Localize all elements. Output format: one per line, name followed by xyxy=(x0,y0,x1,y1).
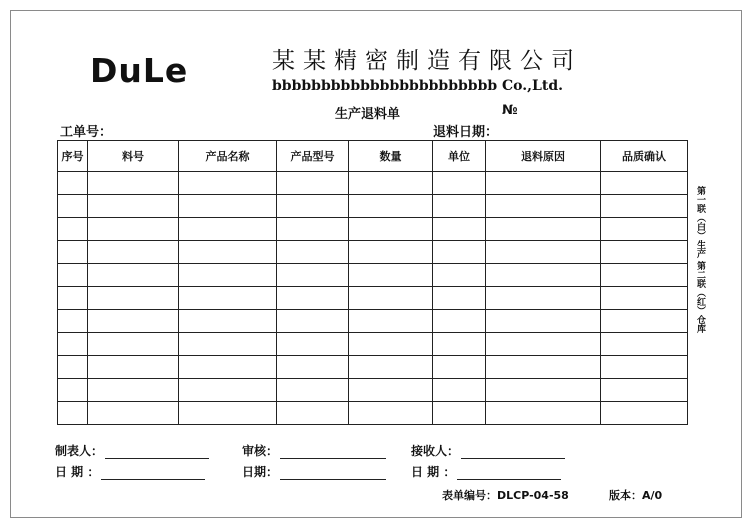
reviewer-signature-line[interactable] xyxy=(280,446,386,459)
table-cell[interactable] xyxy=(486,379,601,402)
table-cell[interactable] xyxy=(349,356,433,379)
table-cell[interactable] xyxy=(58,218,88,241)
receiver-date-line[interactable] xyxy=(457,467,561,480)
table-cell[interactable] xyxy=(58,172,88,195)
table-cell[interactable] xyxy=(179,218,277,241)
table-cell[interactable] xyxy=(601,379,688,402)
table-cell[interactable] xyxy=(349,241,433,264)
table-cell[interactable] xyxy=(433,172,486,195)
table-row xyxy=(58,264,688,287)
table-row xyxy=(58,218,688,241)
column-header: 产品名称 xyxy=(179,141,277,172)
receiver-label: 接收人： xyxy=(411,444,460,458)
table-cell[interactable] xyxy=(433,379,486,402)
table-cell[interactable] xyxy=(349,333,433,356)
table-cell[interactable] xyxy=(486,402,601,425)
table-cell[interactable] xyxy=(433,241,486,264)
table-cell[interactable] xyxy=(179,264,277,287)
table-row xyxy=(58,310,688,333)
table-cell[interactable] xyxy=(58,287,88,310)
table-cell[interactable] xyxy=(486,287,601,310)
table-cell[interactable] xyxy=(486,264,601,287)
table-cell[interactable] xyxy=(58,333,88,356)
table-cell[interactable] xyxy=(486,356,601,379)
table-cell[interactable] xyxy=(433,333,486,356)
table-cell[interactable] xyxy=(349,218,433,241)
table-cell[interactable] xyxy=(601,218,688,241)
table-header-row xyxy=(58,141,688,172)
table-cell[interactable] xyxy=(601,287,688,310)
table-cell[interactable] xyxy=(349,264,433,287)
column-header: 单位 xyxy=(433,141,486,172)
table-cell[interactable] xyxy=(58,379,88,402)
reviewer-date-label: 日期： xyxy=(242,465,279,479)
table-cell[interactable] xyxy=(88,333,179,356)
table-cell[interactable] xyxy=(601,172,688,195)
table-cell[interactable] xyxy=(58,402,88,425)
table-row xyxy=(58,287,688,310)
return-items-table xyxy=(57,140,688,425)
table-row xyxy=(58,402,688,425)
table-cell[interactable] xyxy=(58,310,88,333)
table-cell[interactable] xyxy=(58,356,88,379)
table-cell[interactable] xyxy=(277,172,349,195)
table-cell[interactable] xyxy=(179,333,277,356)
table-cell[interactable] xyxy=(486,172,601,195)
reviewer-date-line[interactable] xyxy=(280,467,386,480)
table-row xyxy=(58,356,688,379)
table-cell[interactable] xyxy=(88,379,179,402)
table-cell[interactable] xyxy=(88,356,179,379)
company-logo: DuLe xyxy=(90,51,189,90)
preparer-date-line[interactable] xyxy=(101,467,205,480)
table-cell[interactable] xyxy=(277,356,349,379)
table-cell[interactable] xyxy=(349,287,433,310)
receiver-date-field xyxy=(411,463,561,480)
table-cell[interactable] xyxy=(277,310,349,333)
table-cell[interactable] xyxy=(179,195,277,218)
receiver-date-label: 日 期 ： xyxy=(411,465,456,479)
table-cell[interactable] xyxy=(601,241,688,264)
table-cell[interactable] xyxy=(601,310,688,333)
form-version: 版本：A/0 xyxy=(609,489,663,502)
table-cell[interactable] xyxy=(58,241,88,264)
table-cell[interactable] xyxy=(58,195,88,218)
table-cell[interactable] xyxy=(486,218,601,241)
table-row xyxy=(58,241,688,264)
preparer-signature-line[interactable] xyxy=(105,446,209,459)
preparer-label: 制表人： xyxy=(55,444,104,458)
table-cell[interactable] xyxy=(88,172,179,195)
return-date-label: 退料日期： xyxy=(433,125,499,140)
column-header: 序号 xyxy=(58,141,88,172)
table-cell[interactable] xyxy=(88,264,179,287)
table-cell[interactable] xyxy=(277,195,349,218)
receiver-signature-line[interactable] xyxy=(461,446,565,459)
company-name-en: bbbbbbbbbbbbbbbbbbbbbbb Co.,Ltd. xyxy=(272,78,563,94)
table-cell[interactable] xyxy=(179,310,277,333)
form-number: 表单编号：DLCP-04-58 xyxy=(442,489,569,502)
column-header: 品质确认 xyxy=(601,141,688,172)
table-row xyxy=(58,172,688,195)
table-row xyxy=(58,195,688,218)
table-cell[interactable] xyxy=(179,287,277,310)
preparer-date-field xyxy=(55,463,205,480)
table-cell[interactable] xyxy=(88,241,179,264)
table-cell[interactable] xyxy=(601,356,688,379)
table-cell[interactable] xyxy=(179,402,277,425)
reviewer-date-field xyxy=(242,463,386,480)
table-cell[interactable] xyxy=(277,379,349,402)
table-cell[interactable] xyxy=(88,218,179,241)
table-cell[interactable] xyxy=(179,356,277,379)
table-cell[interactable] xyxy=(179,172,277,195)
table-row xyxy=(58,379,688,402)
table-cell[interactable] xyxy=(88,402,179,425)
table-cell[interactable] xyxy=(277,264,349,287)
company-name-cn: 某某精密制造有限公司 xyxy=(272,48,582,74)
table-cell[interactable] xyxy=(433,356,486,379)
table-cell[interactable] xyxy=(433,264,486,287)
table-cell[interactable] xyxy=(88,195,179,218)
table-cell[interactable] xyxy=(486,241,601,264)
form-title: 生产退料单 xyxy=(335,107,401,122)
preparer-field xyxy=(55,442,209,459)
table-cell[interactable] xyxy=(601,333,688,356)
column-header: 数量 xyxy=(349,141,433,172)
table-cell[interactable] xyxy=(277,218,349,241)
table-cell[interactable] xyxy=(601,264,688,287)
table-cell[interactable] xyxy=(349,402,433,425)
table-cell[interactable] xyxy=(277,333,349,356)
column-header: 料号 xyxy=(88,141,179,172)
receiver-field xyxy=(411,442,565,459)
table-cell[interactable] xyxy=(349,195,433,218)
table-cell[interactable] xyxy=(179,379,277,402)
table-cell[interactable] xyxy=(88,310,179,333)
serial-number-label: № xyxy=(502,103,518,118)
column-header: 产品型号 xyxy=(277,141,349,172)
table-cell[interactable] xyxy=(433,218,486,241)
copy-distribution-note: 第一联（白）生产 第二联（红）仓库 xyxy=(695,186,705,334)
preparer-date-label: 日 期 ： xyxy=(55,465,100,479)
table-cell[interactable] xyxy=(349,379,433,402)
table-cell[interactable] xyxy=(486,195,601,218)
reviewer-field xyxy=(242,442,386,459)
table-cell[interactable] xyxy=(58,264,88,287)
table-cell[interactable] xyxy=(277,241,349,264)
table-cell[interactable] xyxy=(601,402,688,425)
work-order-label: 工单号： xyxy=(60,125,113,140)
table-cell[interactable] xyxy=(179,241,277,264)
table-cell[interactable] xyxy=(433,310,486,333)
table-cell[interactable] xyxy=(349,310,433,333)
table-cell[interactable] xyxy=(486,333,601,356)
table-cell[interactable] xyxy=(433,195,486,218)
table-cell[interactable] xyxy=(601,195,688,218)
column-header: 退料原因 xyxy=(486,141,601,172)
table-cell[interactable] xyxy=(277,287,349,310)
table-row xyxy=(58,333,688,356)
table-cell[interactable] xyxy=(349,172,433,195)
reviewer-label: 审核： xyxy=(242,444,279,458)
table-cell[interactable] xyxy=(277,402,349,425)
table-cell[interactable] xyxy=(433,402,486,425)
table-cell[interactable] xyxy=(486,310,601,333)
table-cell[interactable] xyxy=(433,287,486,310)
table-cell[interactable] xyxy=(88,287,179,310)
